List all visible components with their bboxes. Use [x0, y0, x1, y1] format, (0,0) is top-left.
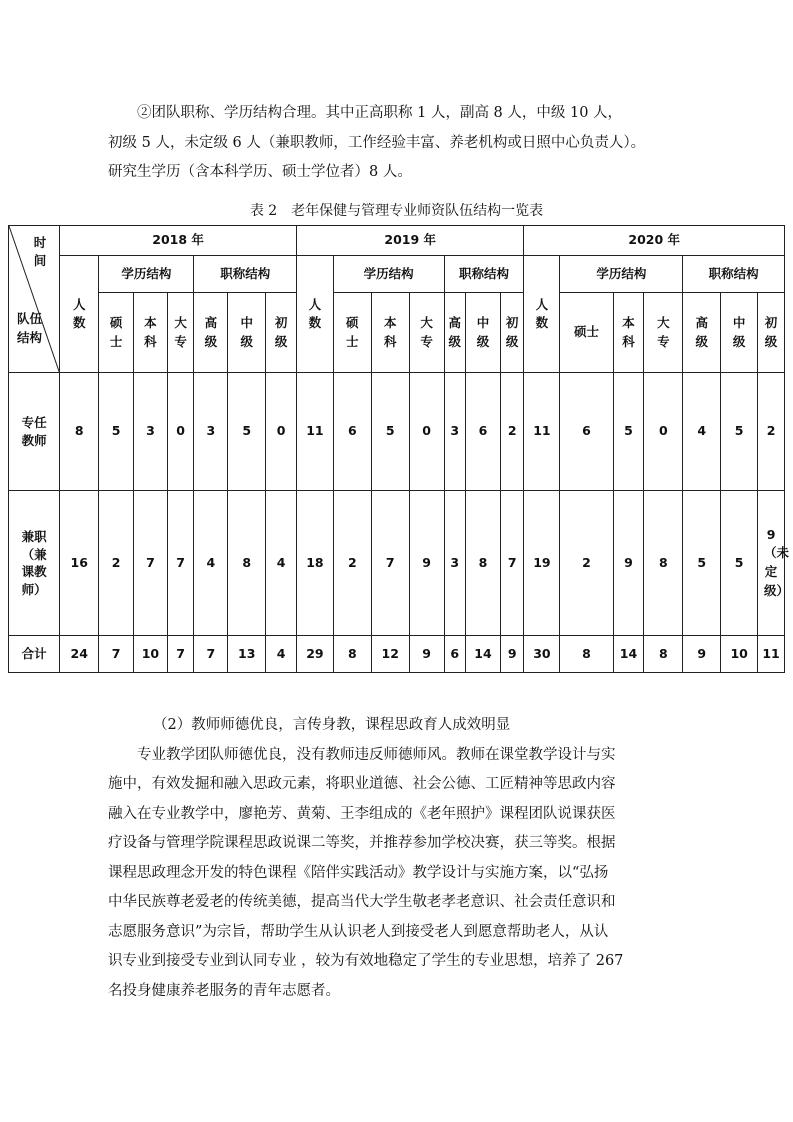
intro-line-3: 研究生学历（含本科学历、硕士学位者）8 人。 [108, 164, 412, 180]
cell: 9 [500, 636, 524, 673]
sub-junior-2019: 初级 [500, 293, 524, 373]
corner-time-label: 时间 [33, 235, 47, 269]
cell: 4 [266, 636, 297, 673]
sub-college-2019: 大专 [409, 293, 444, 373]
sub-junior-2020: 初级 [758, 293, 785, 373]
cell: 2 [758, 373, 785, 491]
cell: 11 [758, 636, 785, 673]
edu-header-2018: 学历结构 [99, 256, 194, 293]
cell: 10 [134, 636, 168, 673]
cell: 8 [644, 491, 683, 636]
cell: 9 [683, 636, 721, 673]
body-line-9: 名投身健康养老服务的青年志愿者。 [108, 982, 340, 999]
cell: 0 [644, 373, 683, 491]
cell: 5 [721, 373, 758, 491]
cell: 19 [524, 491, 560, 636]
row-label-total: 合计 [9, 636, 60, 673]
intro-line-1: ②团队职称、学历结构合理。其中正高职称 1 人，副高 8 人，中级 10 人， [137, 105, 623, 121]
sub-bachelor-2019: 本科 [371, 293, 409, 373]
count-header-2019: 人数 [296, 256, 333, 373]
cell: 16 [60, 491, 99, 636]
cell: 5 [613, 373, 644, 491]
sub-senior-2018: 高级 [194, 293, 228, 373]
body-line-5: 课程思政理念开发的特色课程《陪伴实践活动》教学设计与实施方案，以“弘扬 [108, 864, 609, 881]
table-row [9, 373, 785, 491]
cell: 7 [134, 491, 168, 636]
count-header-2018: 人数 [60, 256, 99, 373]
cell: 5 [99, 373, 134, 491]
cell: 7 [371, 491, 409, 636]
sub-middle-2018: 中级 [228, 293, 266, 373]
cell: 2 [99, 491, 134, 636]
cell: 7 [99, 636, 134, 673]
sub-middle-2019: 中级 [466, 293, 501, 373]
cell: 4 [683, 373, 721, 491]
cell: 5 [371, 373, 409, 491]
cell: 3 [194, 373, 228, 491]
cell: 29 [296, 636, 333, 673]
corner-header-cell [9, 226, 60, 373]
table-row [9, 636, 785, 673]
cell: 7 [167, 636, 194, 673]
body-line-8: 识专业到接受专业到认同专业 ，较为有效地稳定了学生的专业思想，培养了 267 [108, 953, 624, 969]
cell: 5 [683, 491, 721, 636]
cell: 8 [228, 491, 266, 636]
title-header-2020: 职称结构 [683, 256, 785, 293]
cell: 10 [721, 636, 758, 673]
cell: 11 [296, 373, 333, 491]
body-line-1: 专业教学团队师德优良，没有教师违反师德师风。教师在课堂教学设计与实 [137, 746, 616, 763]
cell: 0 [167, 373, 194, 491]
cell-vertical: 9（未定级） [758, 491, 785, 636]
cell: 11 [524, 373, 560, 491]
cell: 5 [228, 373, 266, 491]
edu-header-2019: 学历结构 [333, 256, 444, 293]
sub-master-2019: 硕士 [333, 293, 371, 373]
faculty-structure-table [8, 225, 790, 673]
cell: 14 [466, 636, 501, 673]
cell: 7 [194, 636, 228, 673]
cell: 7 [167, 491, 194, 636]
cell: 9 [409, 636, 444, 673]
cell: 3 [134, 373, 168, 491]
edu-header-2020: 学历结构 [560, 256, 683, 293]
title-header-2018: 职称结构 [194, 256, 297, 293]
row-label-parttime: 兼职（兼课教师） [9, 491, 60, 636]
sub-bachelor-2018: 本科 [134, 293, 168, 373]
intro-line-2: 初级 5 人，未定级 6 人（兼职教师，工作经验丰富、养老机构或日照中心负责人）。 [108, 134, 646, 151]
cell: 2 [500, 373, 524, 491]
sub-junior-2018: 初级 [266, 293, 297, 373]
cell: 9 [409, 491, 444, 636]
cell: 8 [60, 373, 99, 491]
intro-paragraph [108, 99, 712, 188]
cell: 8 [560, 636, 613, 673]
cell: 6 [444, 636, 466, 673]
cell: 24 [60, 636, 99, 673]
cell: 5 [721, 491, 758, 636]
body-line-3: 融入在专业教学中，廖艳芳、黄菊、王李组成的《老年照护》课程团队说课获医 [108, 805, 616, 822]
year-header-2018: 2018 年 [60, 226, 297, 256]
body-line-4: 疗设备与管理学院课程思政说课二等奖，并推荐参加学校决赛，获三等奖。根据 [108, 835, 616, 851]
body-paragraph [108, 711, 712, 1006]
corner-team-label: 队伍结构 [17, 311, 43, 345]
cell: 8 [333, 636, 371, 673]
year-header-2019: 2019 年 [296, 226, 524, 256]
sub-college-2018: 大专 [167, 293, 194, 373]
title-header-2019: 职称结构 [444, 256, 524, 293]
count-header-2020: 人数 [524, 256, 560, 373]
sub-master-2018: 硕士 [99, 293, 134, 373]
cell: 9 [613, 491, 644, 636]
cell: 13 [228, 636, 266, 673]
cell: 6 [466, 373, 501, 491]
cell: 3 [444, 373, 466, 491]
section-heading: （2）教师师德优良，言传身教，课程思政育人成效明显 [153, 717, 511, 733]
sub-senior-2019: 高级 [444, 293, 466, 373]
body-line-6: 中华民族尊老爱老的传统美德，提高当代大学生敬老孝老意识、社会责任意识和 [108, 894, 616, 910]
cell: 2 [333, 491, 371, 636]
sub-college-2020: 大专 [644, 293, 683, 373]
cell: 2 [560, 491, 613, 636]
body-line-2: 施中，有效发掘和融入思政元素，将职业道德、社会公德、工匠精神等思政内容 [108, 776, 616, 792]
sub-master-2020: 硕士 [560, 293, 613, 373]
cell: 7 [500, 491, 524, 636]
cell: 0 [409, 373, 444, 491]
cell: 12 [371, 636, 409, 673]
cell: 30 [524, 636, 560, 673]
sub-bachelor-2020: 本科 [613, 293, 644, 373]
cell: 4 [266, 491, 297, 636]
cell: 18 [296, 491, 333, 636]
cell: 8 [466, 491, 501, 636]
year-header-2020: 2020 年 [524, 226, 785, 256]
cell: 8 [644, 636, 683, 673]
body-line-7: 志愿服务意识”为宗旨，帮助学生从认识老人到接受老人到愿意帮助老人，从认 [108, 923, 609, 940]
cell: 3 [444, 491, 466, 636]
row-label-fulltime: 专任教师 [9, 373, 60, 491]
table-caption: 表 2 老年保健与管理专业师资队伍结构一览表 [249, 203, 544, 219]
sub-senior-2020: 高级 [683, 293, 721, 373]
cell: 4 [194, 491, 228, 636]
table-row [9, 491, 785, 636]
cell: 14 [613, 636, 644, 673]
cell: 6 [333, 373, 371, 491]
cell: 0 [266, 373, 297, 491]
cell: 6 [560, 373, 613, 491]
sub-middle-2020: 中级 [721, 293, 758, 373]
